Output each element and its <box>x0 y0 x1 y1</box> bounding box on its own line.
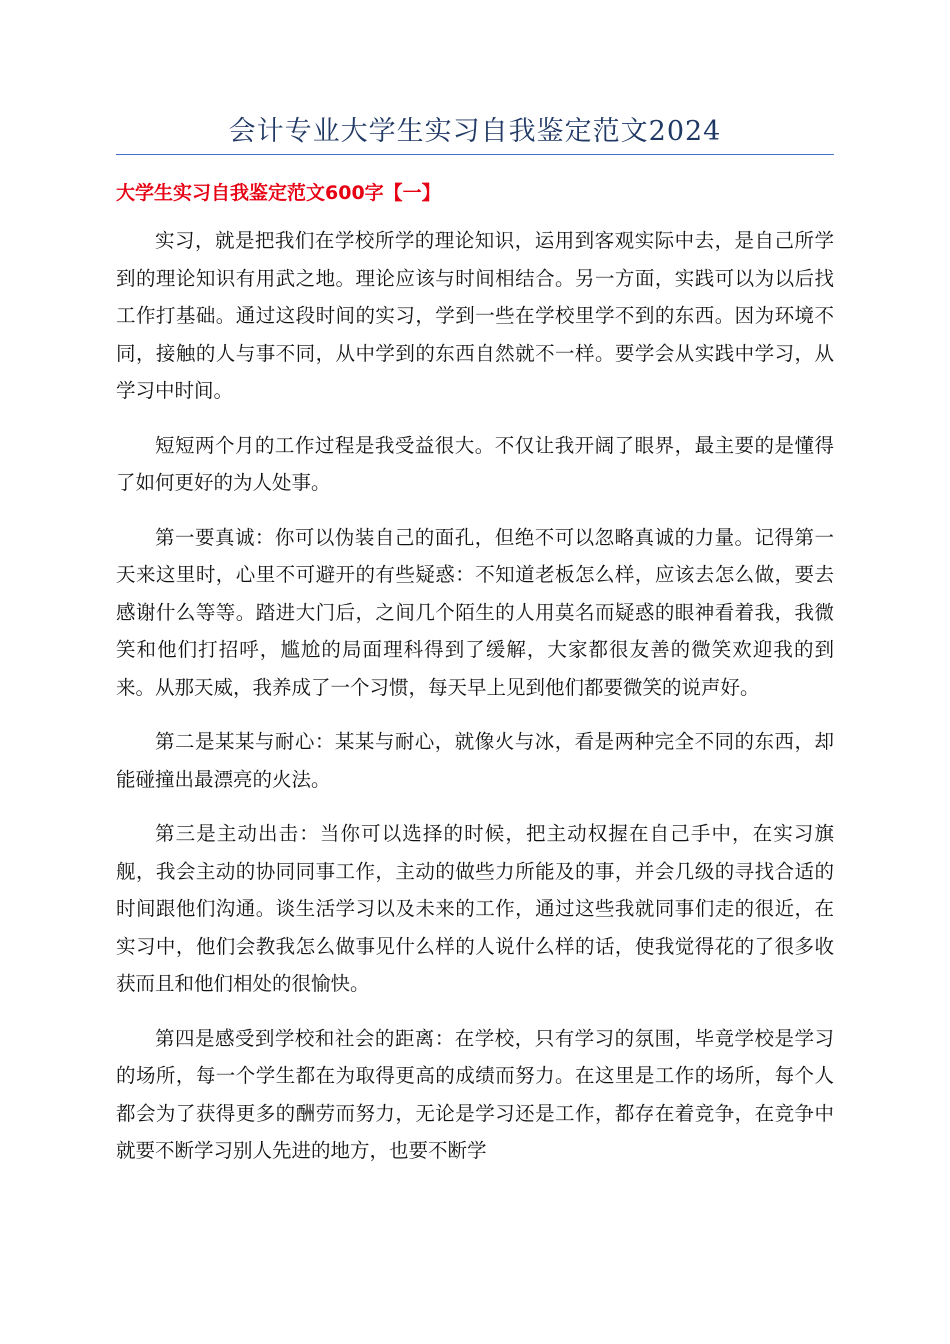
paragraph-4: 第二是某某与耐心：某某与耐心，就像火与冰，看是两种完全不同的东西，却能碰撞出最漂亮的火法。 <box>116 730 834 791</box>
title-divider <box>116 154 834 155</box>
document-title: 会计专业大学生实习自我鉴定范文2024 <box>228 116 722 147</box>
paragraph-6: 第四是感受到学校和社会的距离：在学校，只有学习的氛围，毕竟学校是学习的场所，每一个学生都在为取得更高的成绩而努力。在这里是工作的场所，每个人都会为了获得更多的酬劳而努力，无论是学习还是工作，都存在着竞争，在竞争中就要不断学习别人先进的地方，也要不断学 <box>116 1026 834 1162</box>
paragraph-3: 第一要真诚：你可以伪装自己的面孔，但绝不可以忽略真诚的力量。记得第一天来这里时，心里不可避开的有些疑惑：不知道老板怎么样，应该去怎么做，要去感谢什么等等。踏进大门后，之间几个陌生的人用莫名而疑惑的眼神看着我，我微笑和他们打招呼，尴尬的局面理科得到了缓解，大家都很友善的微笑欢迎我的到来。从那天威，我养成了一个习惯，每天早上见到他们都要微笑的说声好。 <box>116 525 834 699</box>
paragraph-5: 第三是主动出击：当你可以选择的时候，把主动权握在自己手中，在实习旗舰，我会主动的协同同事工作，主动的做些力所能及的事，并会几级的寻找合适的时间跟他们沟通。谈生活学习以及未来的工作，通过这些我就同事们走的很近，在实习中，他们会教我怎么做事见什么样的人说什么样的话，使我觉得花的了很多收获而且和他们相处的很愉快。 <box>116 822 834 995</box>
document-body <box>116 222 834 1187</box>
paragraph-2: 短短两个月的工作过程是我受益很大。不仅让我开阔了眼界，最主要的是懂得了如何更好的为人处事。 <box>116 433 834 494</box>
paragraph-1: 实习，就是把我们在学校所学的理论知识，运用到客观实际中去，是自己所学到的理论知识有用武之地。理论应该与时间相结合。另一方面，实践可以为以后找工作打基础。通过这段时间的实习，学到一些在学校里学不到的东西。因为环境不同，接触的人与事不同，从中学到的东西自然就不一样。要学会从实践中学习，从学习中时间。 <box>116 229 834 402</box>
section-heading: 大学生实习自我鉴定范文600字【一】 <box>116 182 441 204</box>
